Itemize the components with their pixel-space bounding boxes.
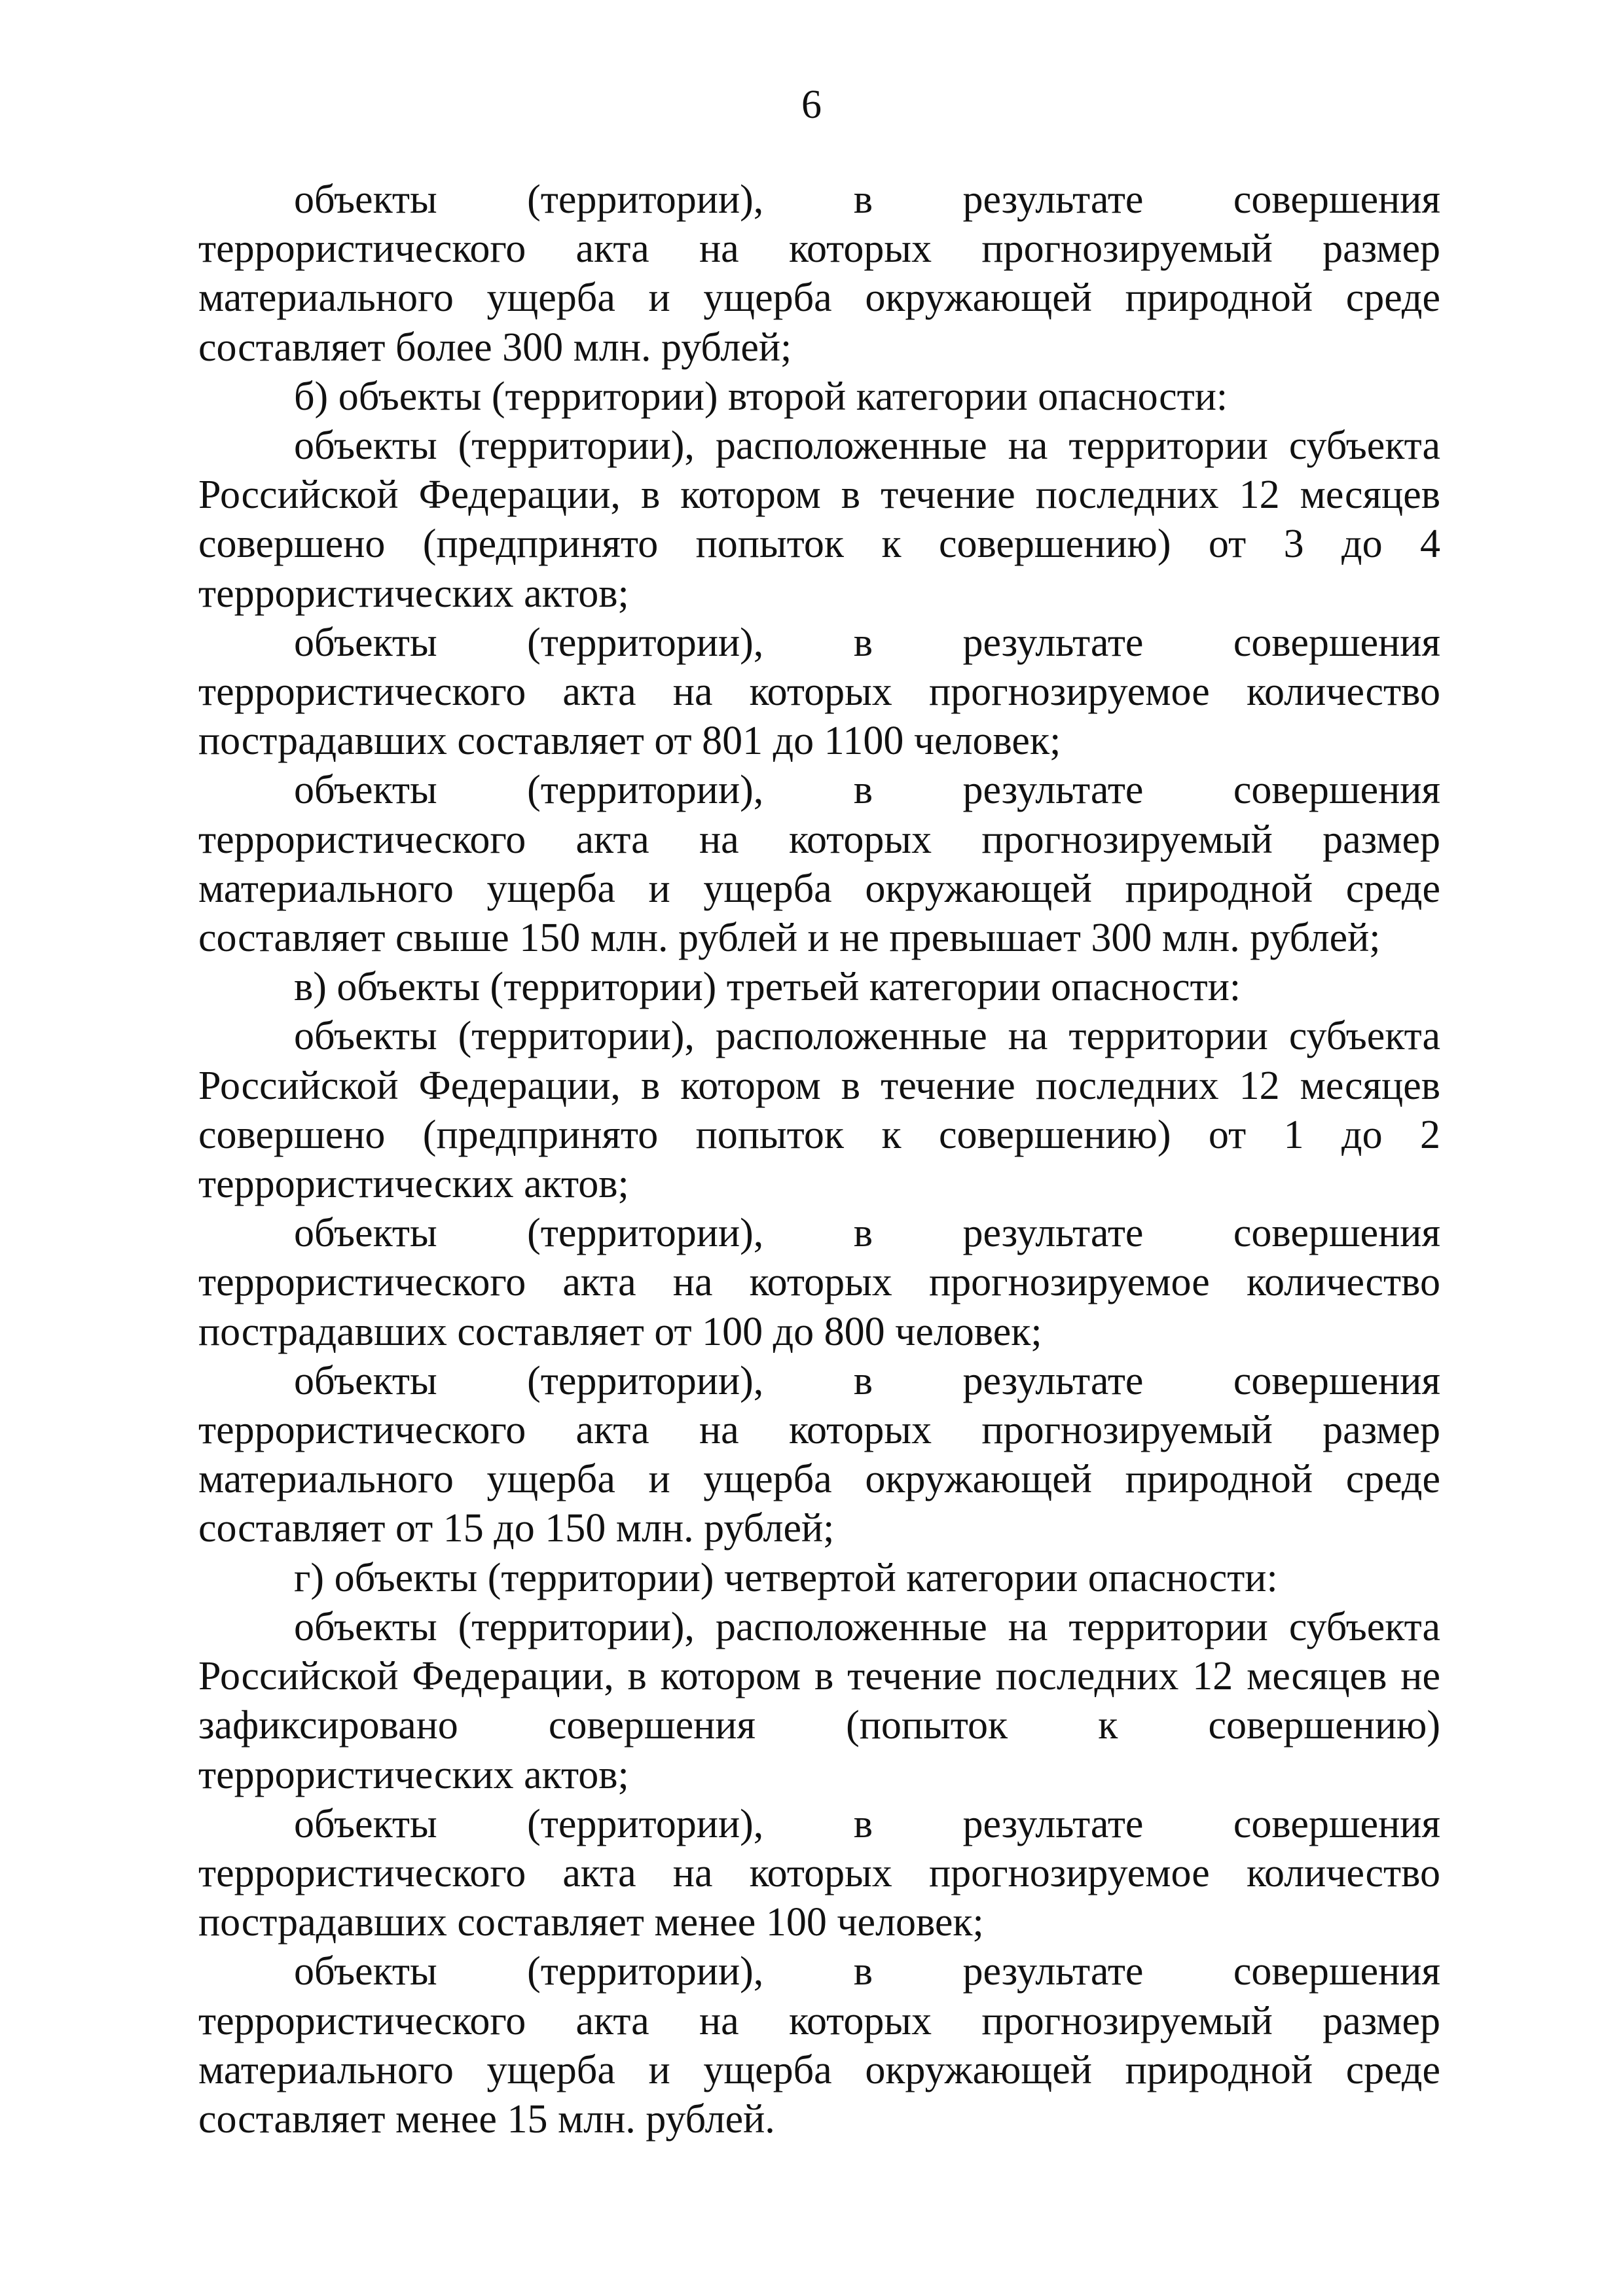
document-body bbox=[198, 175, 1440, 2144]
heading-third-category: в) объекты (территории) третьей категории опасности: bbox=[294, 965, 1241, 1010]
paragraph-third-category-region: объекты (территории), расположенные на территории субъекта Российской Федерации, в котором в течение последних 12 месяцев совершено (предпринято попыток к совершению) от 1 до 2 террористических актов; bbox=[198, 1014, 1440, 1207]
heading-fourth-category: г) объекты (территории) четвертой категории опасности: bbox=[294, 1555, 1278, 1600]
paragraph-fourth-category-damage: объекты (территории), в результате совершения террористического акта на которых прогнозируемый размер материального ущерба и ущерба окружающей природной среде составляет менее 15 млн. рублей. bbox=[198, 1949, 1440, 2142]
paragraph-third-category-damage: объекты (территории), в результате совершения террористического акта на которых прогнозируемый размер материального ущерба и ущерба окружающей природной среде составляет от 15 до 150 млн. рублей; bbox=[198, 1358, 1440, 1551]
paragraph-fourth-category-region: объекты (территории), расположенные на территории субъекта Российской Федерации, в котором в течение последних 12 месяцев не зафиксировано совершения (попыток к совершению) террористических актов; bbox=[198, 1604, 1440, 1797]
paragraph-second-category-region: объекты (территории), расположенные на территории субъекта Российской Федерации, в котором в течение последних 12 месяцев совершено (предпринято попыток к совершению) от 3 до 4 террористических актов; bbox=[198, 423, 1440, 616]
paragraph-fourth-category-victims: объекты (территории), в результате совершения террористического акта на которых прогнозируемое количество пострадавших составляет менее 100 человек; bbox=[198, 1801, 1440, 1945]
paragraph-second-category-victims: объекты (территории), в результате совершения террористического акта на которых прогнозируемое количество пострадавших составляет от 801 до 1100 человек; bbox=[198, 620, 1440, 764]
paragraph-third-category-victims: объекты (территории), в результате совершения террористического акта на которых прогнозируемое количество пострадавших составляет от 100 до 800 человек; bbox=[198, 1211, 1440, 1354]
paragraph-second-category-damage: объекты (территории), в результате совершения террористического акта на которых прогнозируемый размер материального ущерба и ущерба окружающей природной среде составляет свыше 150 млн. рублей и не превышает 300 млн. рублей; bbox=[198, 768, 1440, 961]
page-number: 6 bbox=[801, 82, 822, 127]
heading-second-category: б) объекты (территории) второй категории опасности: bbox=[294, 374, 1228, 419]
paragraph-first-category-damage: объекты (территории), в результате совершения террористического акта на которых прогнозируемый размер материального ущерба и ущерба окружающей природной среде составляет более 300 млн. рублей; bbox=[198, 177, 1440, 370]
